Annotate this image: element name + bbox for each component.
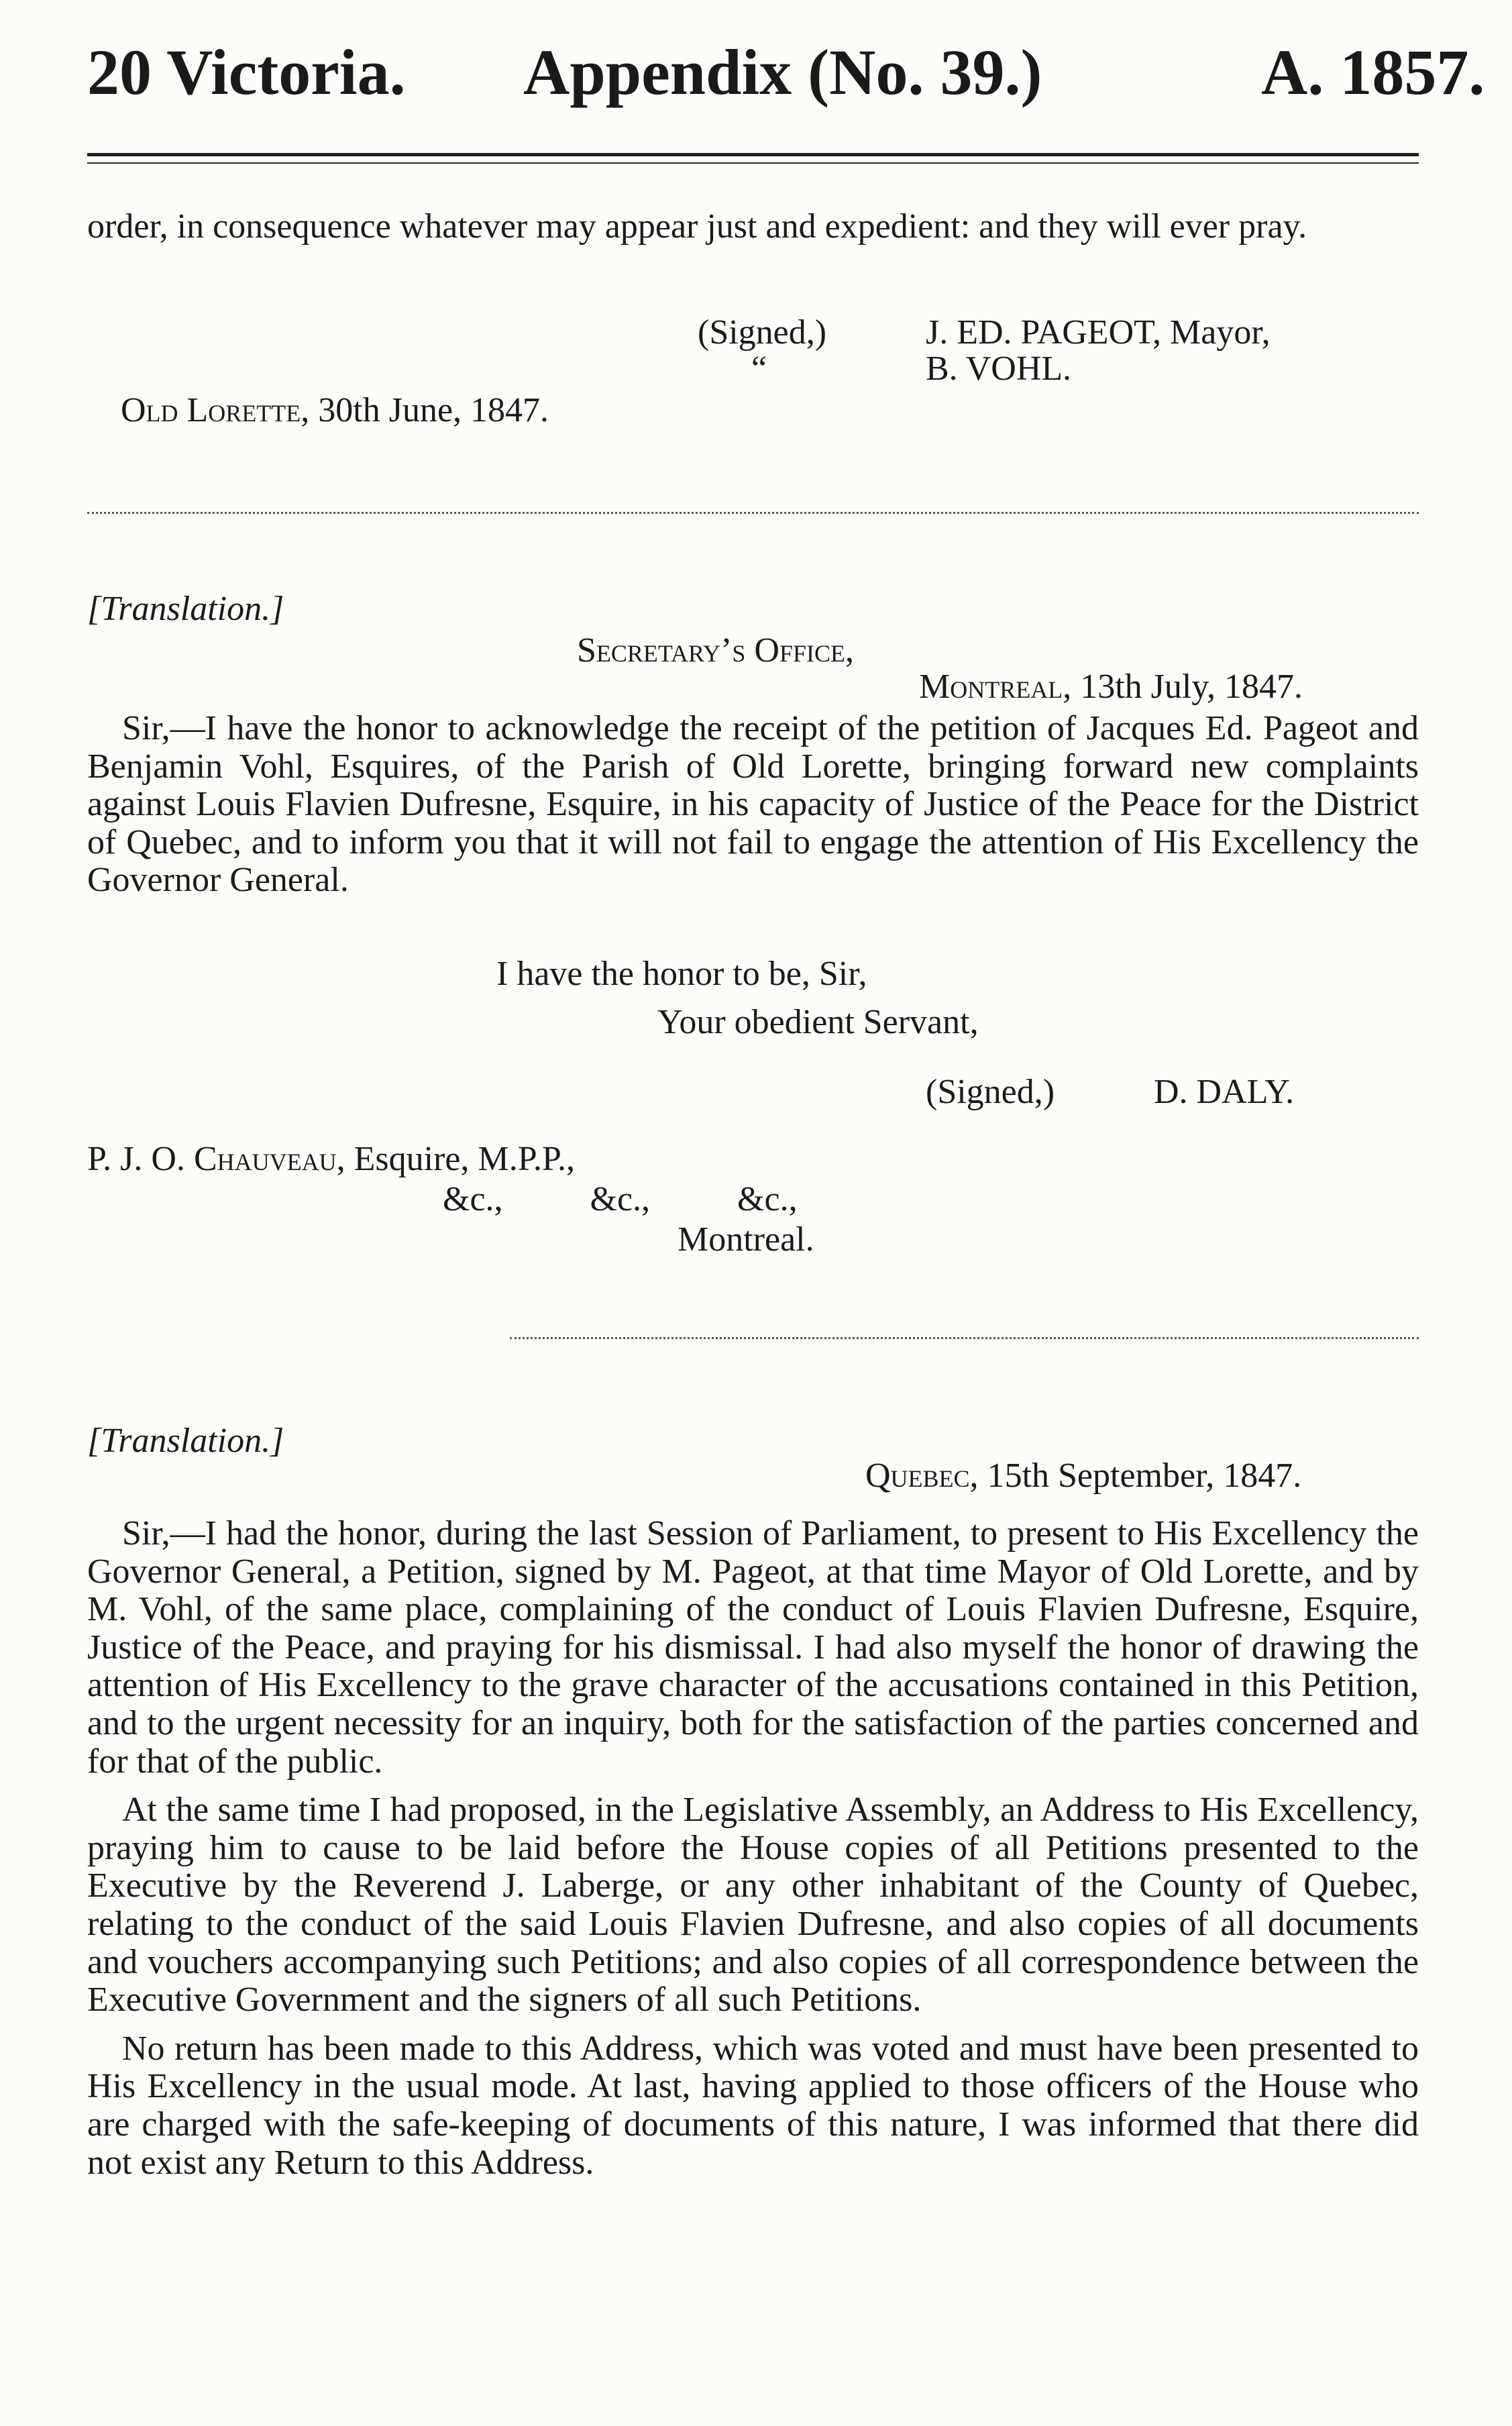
letter1-signer: D. DALY. (1154, 1073, 1295, 1111)
letter1-closing-2: Your obedient Servant, (657, 1003, 979, 1041)
letter1-addressee (87, 1141, 575, 1178)
petition-signer-pageot: J. ED. PAGEOT, Mayor, (926, 313, 1271, 352)
petition-place: Old Lorette, (121, 391, 310, 429)
letter1-signed-label: (Signed,) (926, 1073, 1055, 1111)
petition-ditto-mark: “ (751, 350, 767, 388)
letter1-date: 13th July, 1847. (1080, 668, 1303, 706)
letter1-place: Montreal, (919, 668, 1072, 706)
letter2-date: 15th September, 1847. (987, 1457, 1302, 1495)
letter1-translation-label: [Translation.] (87, 590, 284, 628)
letter2-paragraph-2: At the same time I had proposed, in the Legislative Assembly, an Address to His Excellency, praying him to cause to be laid before the House copies of all Petitions presented to the Executive by the Reverend J. Laberge, or any other inhabitant of the County of Quebec, relating to the conduct of the said Louis Flavien Dufresne, and also copies of all documents and vouchers accompanying such Petitions; and also copies of all correspondence between the Executive Government and the signers of all such Petitions. (87, 1791, 1419, 2019)
header-rule-thin (87, 162, 1419, 164)
header-rule-thick (87, 153, 1419, 156)
addressee-initials: P. J. O. (87, 1140, 185, 1178)
letter2-paragraph-3: No return has been made to this Address, which was voted and must have been presented to His Excellency in the usual mode. At last, having applied to those officers of the House who are charged with the safe-keeping of documents of this nature, I was informed that there did not exist any Return to this Address. (87, 2029, 1419, 2182)
petition-place-date (121, 392, 549, 429)
letter2-paragraph-1: Sir,—I had the honor, during the last Session of Parliament, to present to His Excellency the Governor General, a Petition, signed by M. Pageot, at that time Mayor of Old Lorette, and by M. Vohl, of the same place, complaining of the conduct of Louis Flavien Dufresne, Esquire, Justice of the Peace, and praying for his dismissal. I had also myself the honor of drawing the attention of His Excellency to the grave character of the accusations contained in this Petition, and to the urgent necessity for an inquiry, both for the satisfaction of the parties concerned and for that of the public. (87, 1514, 1419, 1781)
addressee-title: Esquire, M.P.P., (354, 1140, 576, 1178)
section-divider-2 (510, 1337, 1419, 1339)
header-year: A. 1857. (1261, 36, 1485, 108)
letter2-body (87, 1515, 1419, 2182)
letter2-translation-label: [Translation.] (87, 1422, 284, 1460)
petition-date: 30th June, 1847. (318, 391, 549, 429)
petition-continuation (87, 208, 1419, 246)
addressee-surname: Chauveau, (193, 1140, 345, 1178)
letter1-body (87, 710, 1419, 900)
addressee-city: Montreal. (678, 1220, 814, 1259)
letter1-closing-1: I have the honor to be, Sir, (496, 955, 867, 993)
continuation-text: order, in consequence whatever may appear just and expedient: and they will ever pray. (87, 207, 1307, 246)
petition-signed-label: (Signed,) (698, 313, 827, 352)
letter2-place: Quebec, (865, 1457, 979, 1495)
letter1-place-date (919, 668, 1303, 706)
addressee-etc: &c., &c., &c., (443, 1180, 798, 1218)
petition-signer-vohl: B. VOHL. (926, 350, 1072, 388)
letter1-office: Secretary’s Office, (577, 631, 854, 670)
letter2-place-date (865, 1457, 1301, 1495)
header-appendix: Appendix (No. 39.) (523, 36, 1042, 108)
section-divider-1 (87, 512, 1419, 514)
header-session: 20 Victoria. (87, 36, 406, 108)
letter1-body-text: Sir,—I have the honor to acknowledge the receipt of the petition of Jacques Ed. Pageot and Benjamin Vohl, Esquires, of the Parish of Old Lorette, bringing forward new complaints against Louis Flavien Dufresne, Esquire, in his capacity of Justice of the Peace for the District of Quebec, and to inform you that it will not fail to engage the attention of His Excellency the Governor General. (87, 709, 1419, 900)
